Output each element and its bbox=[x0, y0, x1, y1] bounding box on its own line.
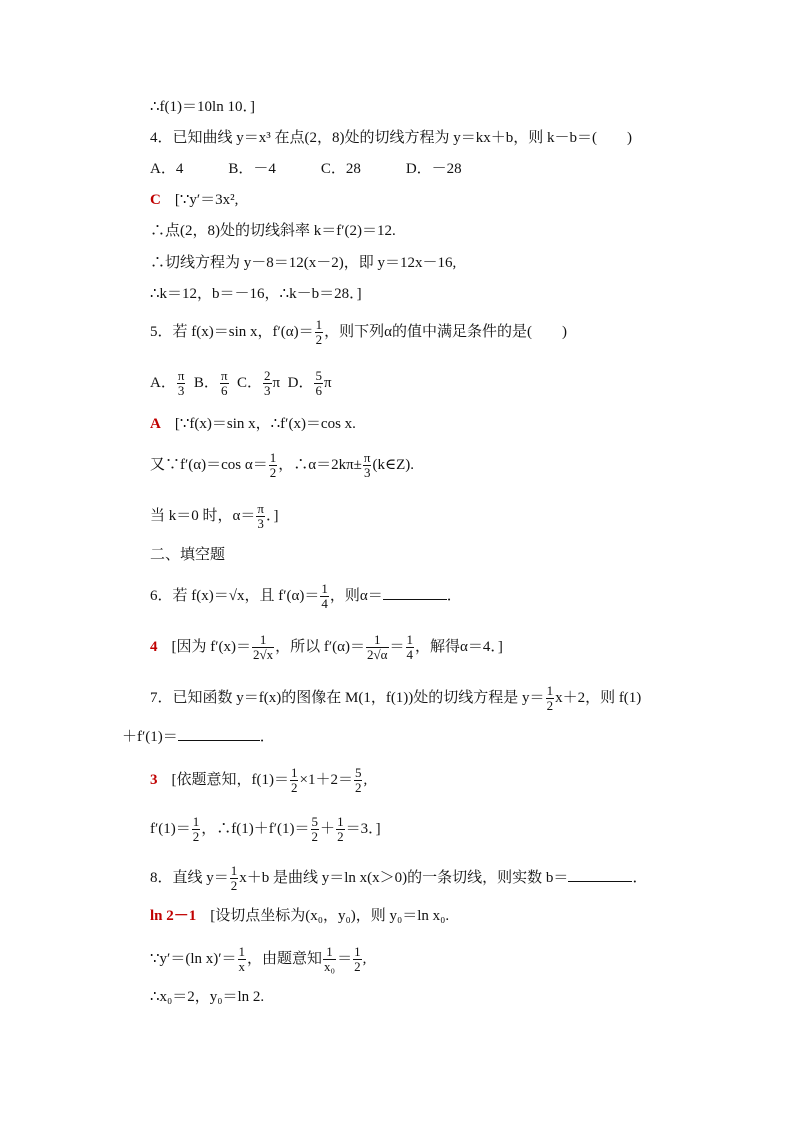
fraction bbox=[263, 369, 272, 398]
solution-text: , bbox=[363, 771, 368, 788]
fraction bbox=[256, 502, 265, 531]
q-text: ． bbox=[446, 587, 462, 604]
solution-text: [∵y′＝3x², bbox=[174, 192, 239, 208]
numerator: 1 bbox=[323, 945, 336, 960]
section-heading: 二、填空题 bbox=[150, 547, 226, 563]
denominator: 2 bbox=[290, 780, 298, 795]
answer-label: C bbox=[150, 192, 161, 208]
q-text: ． bbox=[632, 869, 648, 886]
solution-text: ∵y′＝(ln x)′＝ bbox=[150, 950, 237, 967]
solution-line: ∴k＝12，b＝－16，∴k－b＝28．] bbox=[150, 286, 362, 302]
q-text: 5．若 f(x)＝sin x，f′(α)＝ bbox=[150, 323, 314, 340]
q-text: ． bbox=[259, 729, 275, 745]
denominator: x bbox=[238, 959, 246, 974]
numerator: 5 bbox=[315, 368, 322, 383]
answer-blank[interactable] bbox=[568, 867, 632, 882]
q-text: 7．已知函数 y＝f(x)的图像在 M(1，f(1))处的切线方程是 y＝ bbox=[150, 689, 545, 706]
denominator: 2 bbox=[230, 878, 238, 893]
fraction bbox=[363, 451, 372, 480]
denominator: 6 bbox=[220, 383, 228, 398]
q-text: x＋b 是曲线 y＝ln x(x＞0)的一条切线，则实数 b＝ bbox=[239, 869, 569, 886]
question-5-options bbox=[150, 369, 332, 398]
denominator: x₀ bbox=[324, 959, 336, 974]
solution-text: ＝ bbox=[389, 638, 405, 655]
answer-5 bbox=[150, 414, 356, 434]
denominator: 2 bbox=[354, 780, 362, 795]
numerator: 1 bbox=[366, 633, 388, 648]
question-5 bbox=[150, 318, 567, 347]
numerator: π bbox=[177, 368, 185, 383]
solution-text: [因为 f′(x)＝ bbox=[171, 638, 252, 655]
q-text: ，则α＝ bbox=[329, 587, 383, 604]
solution-line: ∴切线方程为 y－8＝12(x－2)，即 y＝12x－16, bbox=[150, 255, 457, 271]
numerator: 5 bbox=[311, 814, 319, 829]
denominator: 2 bbox=[269, 465, 277, 480]
fraction bbox=[192, 815, 201, 844]
solution-line: ∴点(2，8)处的切线斜率 k＝f′(2)＝12. bbox=[150, 223, 396, 239]
denominator: 3 bbox=[257, 516, 264, 531]
numerator: 1 bbox=[230, 863, 238, 878]
text-line: ∴f(1)＝10ln 10．] bbox=[150, 99, 255, 115]
denominator: 2 bbox=[354, 959, 361, 974]
answer-label: 4 bbox=[150, 638, 158, 655]
solution-text: ，∴f(1)＋f′(1)＝ bbox=[201, 820, 310, 837]
fraction bbox=[220, 369, 229, 398]
answer-label: 3 bbox=[150, 771, 158, 788]
denominator: 4 bbox=[321, 596, 328, 611]
option-label: B． bbox=[193, 374, 219, 391]
solution-text: ＝ bbox=[337, 950, 353, 967]
denominator: 2√α bbox=[367, 647, 388, 662]
solution-text: ，解得α＝4．] bbox=[415, 638, 503, 655]
answer-label: A bbox=[150, 416, 161, 432]
numerator: 1 bbox=[238, 944, 246, 959]
option-label: D． bbox=[287, 374, 314, 391]
q-text: 6．若 f(x)＝√x，且 f′(α)＝ bbox=[150, 587, 320, 604]
answer-label: ln 2－1 bbox=[150, 908, 197, 924]
fraction bbox=[269, 451, 278, 480]
numerator: π bbox=[220, 368, 228, 383]
numerator: 1 bbox=[192, 814, 200, 829]
numerator: 1 bbox=[315, 317, 323, 332]
solution-text: ，∴α＝2kπ± bbox=[278, 456, 362, 473]
pi-symbol: π bbox=[272, 374, 281, 391]
solution-text: [∵f(x)＝sin x，∴f′(x)＝cos x. bbox=[174, 416, 356, 432]
denominator: 2 bbox=[315, 332, 323, 347]
question-7-continued bbox=[122, 726, 275, 747]
fraction bbox=[323, 945, 336, 974]
solution-text: ．] bbox=[265, 507, 279, 524]
denominator: 4 bbox=[406, 647, 414, 662]
numerator: 1 bbox=[252, 633, 274, 648]
solution-line bbox=[150, 815, 381, 844]
question-6 bbox=[150, 582, 462, 611]
numerator: 2 bbox=[264, 368, 271, 383]
answer-8 bbox=[150, 906, 449, 926]
numerator: 1 bbox=[290, 765, 298, 780]
answer-blank[interactable] bbox=[383, 585, 447, 600]
solution-text: [设切点坐标为(x₀，y₀)，则 y₀＝ln x₀. bbox=[210, 908, 450, 924]
fraction bbox=[366, 633, 388, 662]
solution-text: ＋ bbox=[320, 820, 336, 837]
solution-text: 又∵f′(α)＝cos α＝ bbox=[150, 456, 268, 473]
denominator: 3 bbox=[177, 383, 185, 398]
solution-line bbox=[150, 945, 366, 974]
denominator: 2 bbox=[192, 829, 200, 844]
option-label: A． bbox=[150, 374, 176, 391]
fraction bbox=[238, 945, 247, 974]
solution-text: 当 k＝0 时，α＝ bbox=[150, 507, 256, 524]
solution-line bbox=[150, 451, 414, 480]
fraction bbox=[354, 766, 363, 795]
q-text: ＋f′(1)＝ bbox=[122, 729, 178, 745]
fraction bbox=[177, 369, 186, 398]
answer-7 bbox=[150, 766, 367, 795]
solution-text: , bbox=[362, 950, 367, 967]
option-label: C． bbox=[237, 374, 263, 391]
solution-text: f′(1)＝ bbox=[150, 820, 191, 837]
numerator: π bbox=[363, 450, 371, 465]
denominator: 2 bbox=[337, 829, 344, 844]
fraction bbox=[336, 815, 345, 844]
question-4-options: A．4 B．－4 C．28 D．－28 bbox=[150, 161, 462, 177]
numerator: π bbox=[257, 501, 264, 516]
solution-text: (k∈Z). bbox=[372, 456, 414, 473]
fraction bbox=[230, 864, 239, 893]
question-4: 4．已知曲线 y＝x³ 在点(2，8)处的切线方程为 y＝kx＋b，则 k－b＝( ) bbox=[150, 130, 632, 146]
fraction bbox=[252, 633, 274, 662]
solution-text: [依题意知，f(1)＝ bbox=[171, 771, 289, 788]
numerator: 1 bbox=[406, 632, 414, 647]
question-7 bbox=[150, 684, 641, 713]
fraction bbox=[314, 369, 323, 398]
numerator: 5 bbox=[354, 765, 362, 780]
q-text: x＋2，则 f(1) bbox=[555, 689, 642, 706]
q-text: 8．直线 y＝ bbox=[150, 869, 229, 886]
solution-line bbox=[150, 502, 278, 531]
fraction bbox=[315, 318, 324, 347]
denominator: 2 bbox=[546, 698, 554, 713]
question-8 bbox=[150, 864, 647, 893]
numerator: 1 bbox=[354, 944, 361, 959]
answer-4 bbox=[150, 190, 238, 210]
fraction bbox=[311, 815, 320, 844]
pi-symbol: π bbox=[323, 374, 332, 391]
answer-6 bbox=[150, 633, 503, 662]
denominator: 3 bbox=[264, 383, 271, 398]
solution-text: ＝3．] bbox=[345, 820, 381, 837]
answer-blank[interactable] bbox=[178, 726, 260, 741]
denominator: 2 bbox=[311, 829, 319, 844]
numerator: 1 bbox=[269, 450, 277, 465]
solution-text: ×1＋2＝ bbox=[299, 771, 353, 788]
fraction bbox=[290, 766, 299, 795]
solution-text: ，所以 f′(α)＝ bbox=[275, 638, 366, 655]
fraction bbox=[546, 684, 555, 713]
fraction bbox=[406, 633, 415, 662]
fraction bbox=[320, 582, 329, 611]
denominator: 3 bbox=[363, 465, 371, 480]
solution-text: ，由题意知 bbox=[247, 950, 323, 967]
fraction bbox=[353, 945, 362, 974]
q-text: ，则下列α的值中满足条件的是( ) bbox=[324, 323, 567, 340]
numerator: 1 bbox=[337, 814, 344, 829]
denominator: 6 bbox=[315, 383, 322, 398]
solution-line: ∴x₀＝2，y₀＝ln 2. bbox=[150, 989, 265, 1005]
numerator: 1 bbox=[546, 683, 554, 698]
denominator: 2√x bbox=[253, 647, 274, 662]
numerator: 1 bbox=[321, 581, 328, 596]
